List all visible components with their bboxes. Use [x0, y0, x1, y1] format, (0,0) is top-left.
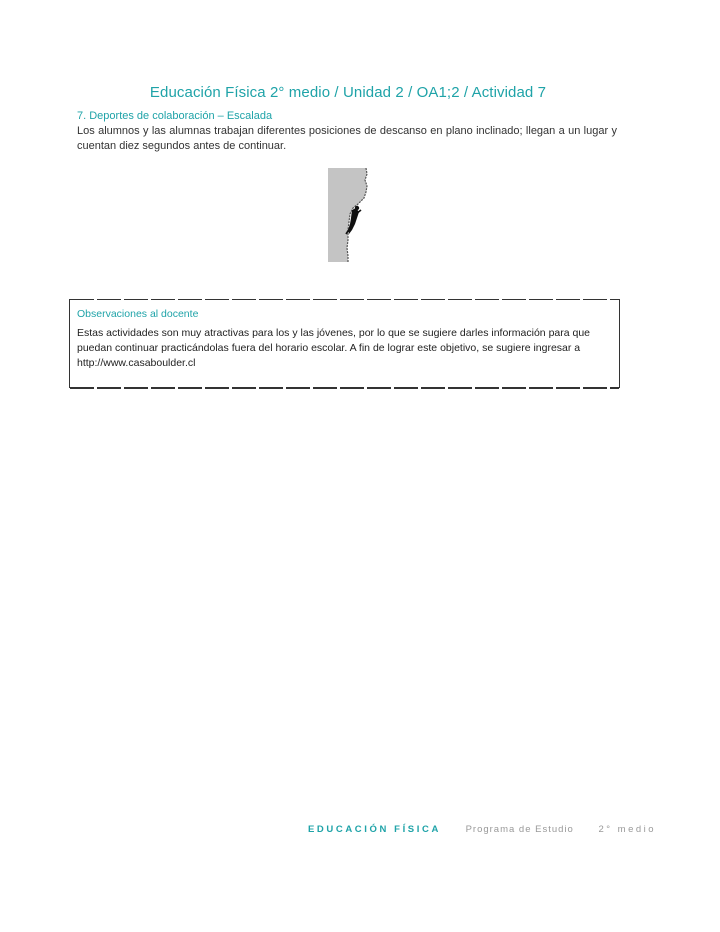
footer-grade: 2° medio	[598, 824, 657, 835]
teacher-observations-box	[69, 299, 620, 388]
observations-title: Observaciones al docente	[77, 308, 199, 320]
footer-subject: EDUCACIÓN FÍSICA	[308, 824, 441, 835]
casaboulder-link[interactable]: http://www.casaboulder.cl	[77, 357, 196, 369]
observations-body: Estas actividades son muy atractivas para los y las jóvenes, por lo que se sugiere darles información para que puedan continuar practicándolas fuera del horario escolar. A fin de lograr este objetivo, se sugiere ingresar a	[77, 327, 591, 354]
activity-description: Los alumnos y las alumnas trabajan diferentes posiciones de descanso en plano inclinado; llegan a un lugar y cuentan diez segundos antes de continuar.	[77, 125, 617, 152]
page-footer	[308, 824, 656, 835]
page-title: Educación Física 2° medio / Unidad 2 / OA1;2 / Actividad 7	[149, 84, 547, 101]
activity-heading: 7. Deportes de colaboración – Escalada	[77, 110, 273, 122]
climber-on-wall-icon	[328, 168, 372, 262]
box-border-top	[70, 299, 619, 301]
box-border-bottom	[70, 387, 619, 389]
observations-text	[77, 326, 607, 371]
footer-program: Programa de Estudio	[465, 824, 574, 835]
